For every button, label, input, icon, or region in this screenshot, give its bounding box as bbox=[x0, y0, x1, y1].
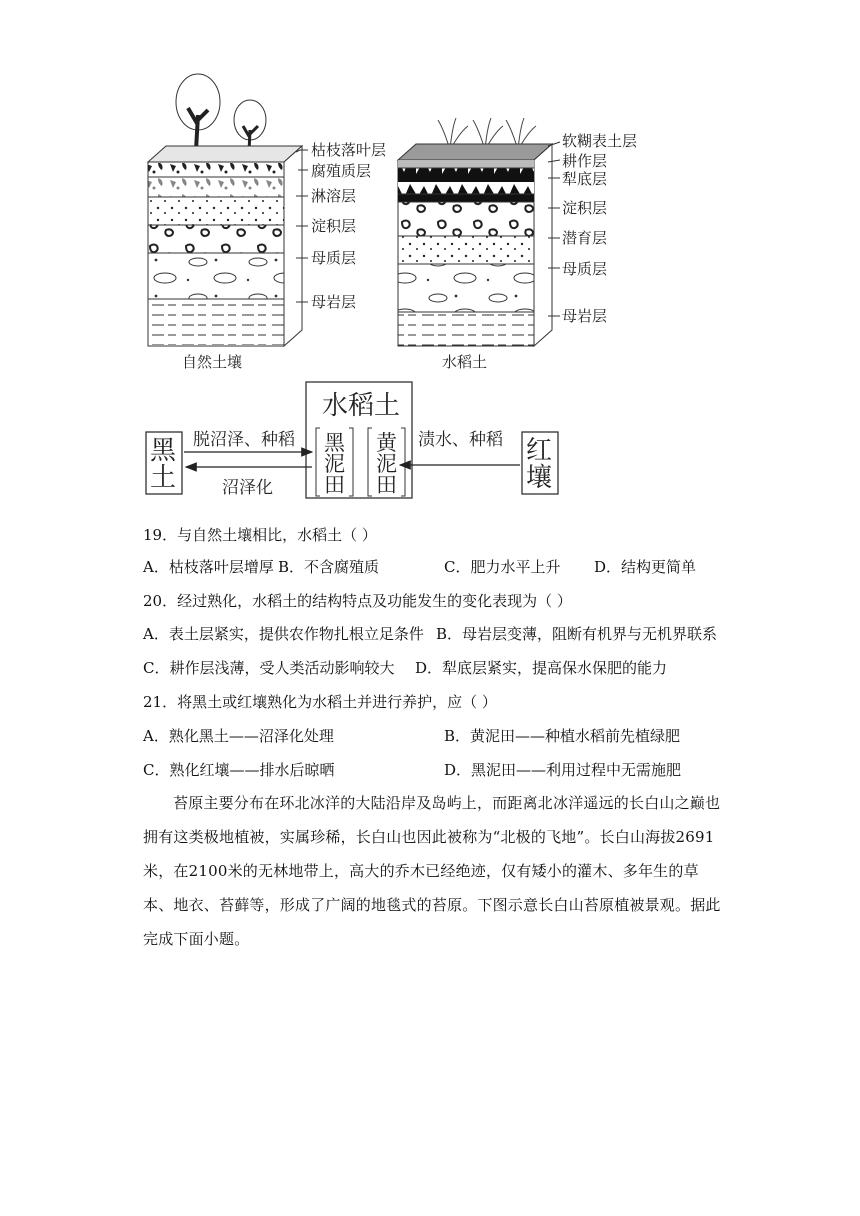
option-20a: A．表土层紧实，提供农作物扎根立足条件 bbox=[143, 625, 424, 643]
tree-icon bbox=[176, 74, 266, 152]
option-21d: D．黑泥田——利用过程中无需施肥 bbox=[444, 761, 682, 779]
question-21-stem: 21．将黑土或红壤熟化为水稻土并进行养护，应（ ） bbox=[143, 693, 497, 711]
option-19a: A．枯枝落叶层增厚 bbox=[143, 558, 274, 576]
paddy-soil-title: 水稻土 bbox=[322, 391, 401, 421]
option-20c: C．耕作层浅薄，受人类活动影响较大 bbox=[143, 659, 395, 677]
question-20-stem: 20．经过熟化，水稻土的结构特点及功能发生的变化表现为（ ） bbox=[143, 592, 572, 610]
black-soil-char: 黑土 bbox=[150, 436, 177, 493]
left-layer-label: 腐殖质层 bbox=[311, 162, 372, 180]
option-21a: A．熟化黑土——沼泽化处理 bbox=[143, 727, 334, 745]
right-layer-label: 耕作层 bbox=[562, 152, 608, 170]
right-layer-label: 母质层 bbox=[562, 260, 608, 278]
left-caption: 自然土壤 bbox=[182, 353, 243, 371]
natural-soil-profile bbox=[148, 74, 308, 346]
option-20d: D．犁底层紧实，提高保水保肥的能力 bbox=[415, 659, 668, 677]
label-drain-plant: 脱沼泽、种稻 bbox=[193, 430, 295, 450]
left-layer-label: 枯枝落叶层 bbox=[311, 141, 387, 159]
tundra-passage: 苔原主要分布在环北冰洋的大陆沿岸及岛屿上，而距离北冰洋遥远的长白山之巅也拥有这类极地植被，实属珍稀，长白山也因此被称为“北极的飞地”。长白山海拔2691米，在2100米的无林地带上，高大的乔木已经绝迹，仅有矮小的灌木、多年生的草本、地衣、苔藓等，形成了广阔的地毯式的苔原。下图示意长白山苔原植被景观。据此完成下面小题。 bbox=[143, 794, 721, 948]
option-19b: B．不含腐殖质 bbox=[278, 558, 380, 576]
right-layer-label: 淀积层 bbox=[562, 199, 608, 217]
option-19d: D．结构更简单 bbox=[594, 558, 697, 576]
right-caption: 水稻土 bbox=[442, 353, 488, 371]
option-21c: C．熟化红壤——排水后晾晒 bbox=[143, 761, 335, 779]
label-swamping: 沼泽化 bbox=[222, 478, 273, 498]
right-layer-label: 软糊表土层 bbox=[562, 132, 638, 150]
inner-left-char: 黑泥田 bbox=[324, 431, 345, 497]
option-20b: B．母岩层变薄，阻断有机界与无机界联系 bbox=[436, 625, 718, 643]
question-19-stem: 19．与自然土壤相比，水稻土（ ） bbox=[143, 526, 377, 544]
red-soil-char: 红壤 bbox=[526, 436, 553, 493]
left-layer-label: 淀积层 bbox=[311, 217, 357, 235]
option-21b: B．黄泥田——种植水稻前先植绿肥 bbox=[444, 727, 681, 745]
right-layer-label: 母岩层 bbox=[562, 307, 608, 325]
soil-profile-figure bbox=[0, 0, 860, 380]
left-layer-label: 母质层 bbox=[311, 249, 357, 267]
inner-right-char: 黄泥田 bbox=[376, 431, 397, 497]
right-layer-label: 犁底层 bbox=[562, 170, 608, 188]
left-layer-label: 母岩层 bbox=[311, 293, 357, 311]
left-layer-label: 淋溶层 bbox=[311, 187, 357, 205]
right-layer-label: 潜育层 bbox=[562, 229, 608, 247]
paddy-soil-profile bbox=[398, 118, 560, 346]
label-waterlog-plant: 渍水、种稻 bbox=[418, 430, 503, 450]
soil-transformation-diagram bbox=[0, 380, 860, 510]
option-19c: C．肥力水平上升 bbox=[444, 558, 561, 576]
